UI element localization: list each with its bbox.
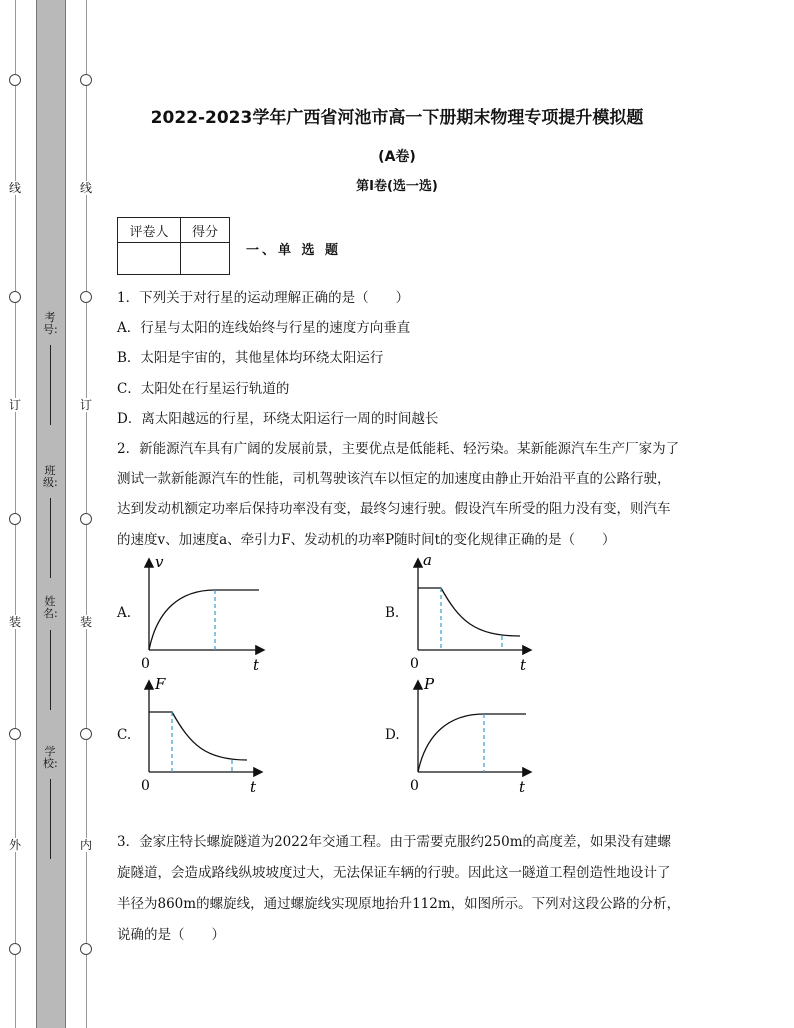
punch-hole-icon — [9, 74, 21, 86]
gutter-char-inner: 内 — [79, 838, 92, 852]
curve — [418, 714, 526, 772]
graph-a-label: A. — [117, 605, 132, 621]
question-3-stem-line: 半径为860m的螺旋线，通过螺旋线实现原地抬升112m，如图所示。下列对这段公路的分析， — [117, 896, 681, 912]
binding-gutter-bar — [36, 0, 66, 1028]
question-1-option-d: D．离太阳越远的行星，环绕太阳运行一周的时间越长 — [117, 411, 439, 427]
question-1-stem: 1．下列关于对行星的运动理解正确的是（ ） — [117, 290, 410, 306]
origin-label: 0 — [410, 778, 419, 794]
punch-hole-icon — [80, 728, 92, 740]
punch-hole-icon — [9, 513, 21, 525]
score-header: 得分 — [181, 218, 230, 243]
gutter-char-inner: 线 — [79, 181, 92, 195]
gutter-char-outer: 外 — [8, 838, 21, 852]
graph-d-label: D. — [385, 727, 400, 743]
punch-hole-icon — [9, 728, 21, 740]
y-axis-label: F — [155, 675, 166, 693]
curve — [418, 588, 520, 636]
curve — [149, 590, 259, 650]
grader-header: 评卷人 — [118, 218, 181, 243]
volume-heading: 第I卷(选一选) — [356, 179, 438, 194]
question-2-stem-line: 的速度v、加速度a、牵引力F、发动机的功率P随时间t的变化规律正确的是（ ） — [117, 532, 616, 548]
score-table — [117, 217, 230, 275]
punch-hole-icon — [9, 291, 21, 303]
class-field[interactable] — [50, 498, 51, 578]
origin-label: 0 — [410, 656, 419, 672]
x-axis-label: t — [253, 656, 260, 674]
gutter-char-outer: 装 — [8, 615, 21, 629]
x-axis-label: t — [519, 778, 526, 796]
gutter-char-inner: 订 — [79, 398, 92, 412]
graph-a-velocity-time — [135, 550, 275, 675]
graph-b-label: B. — [385, 605, 400, 621]
name-field[interactable] — [50, 630, 51, 710]
question-3-stem-line: 3．金家庄特长螺旋隧道为2022年交通工程。由于需要克服约250m的高度差，如果没有建螺 — [117, 834, 672, 850]
score-cell[interactable] — [181, 243, 230, 275]
name-label: 姓名: — [43, 595, 58, 620]
question-2-stem-line: 达到发动机额定功率后保持功率没有变，最终匀速行驶。假设汽车所受的阻力没有变，则汽车 — [117, 501, 671, 517]
punch-hole-icon — [9, 943, 21, 955]
graph-c-label: C. — [117, 727, 132, 743]
origin-label: 0 — [141, 778, 150, 794]
page-title: 2022-2023学年广西省河池市高一下册期末物理专项提升模拟题 — [150, 108, 644, 128]
question-2-stem-line: 2．新能源汽车具有广阔的发展前景，主要优点是低能耗、轻污染。某新能源汽车生产厂家为了 — [117, 441, 680, 457]
school-label: 学校: — [43, 745, 58, 770]
graph-d-power-time — [404, 672, 544, 797]
graph-b-acceleration-time — [404, 550, 544, 675]
class-label: 班级: — [43, 464, 58, 489]
curve — [149, 712, 247, 760]
y-axis-label: P — [424, 675, 435, 693]
grader-cell[interactable] — [118, 243, 181, 275]
x-axis-label: t — [520, 656, 527, 674]
exam-number-label: 考号: — [43, 311, 58, 336]
question-3-stem-line: 说确的是（ ） — [117, 927, 225, 943]
punch-hole-icon — [80, 513, 92, 525]
origin-label: 0 — [141, 656, 150, 672]
graph-c-force-time — [135, 672, 275, 797]
question-1-option-b: B．太阳是宇宙的，其他星体均环绕太阳运行 — [117, 350, 384, 366]
punch-hole-icon — [80, 291, 92, 303]
y-axis-label: v — [155, 553, 164, 571]
gutter-char-outer: 线 — [8, 181, 21, 195]
exam-number-field[interactable] — [50, 345, 51, 425]
question-2-stem-line: 测试一款新能源汽车的性能，司机驾驶该汽车以恒定的加速度由静止开始沿平直的公路行驶， — [117, 471, 671, 487]
punch-hole-icon — [80, 74, 92, 86]
question-1-option-a: A．行星与太阳的连线始终与行星的速度方向垂直 — [117, 320, 411, 336]
question-3-stem-line: 旋隧道，会造成路线纵坡坡度过大，无法保证车辆的行驶。因此这一隧道工程创造性地设计了 — [117, 865, 671, 881]
punch-hole-icon — [80, 943, 92, 955]
school-field[interactable] — [50, 779, 51, 859]
x-axis-label: t — [250, 778, 257, 796]
y-axis-label: a — [423, 551, 432, 569]
gutter-char-inner: 装 — [79, 615, 92, 629]
question-1-option-c: C．太阳处在行星运行轨道的 — [117, 381, 290, 397]
gutter-char-outer: 订 — [8, 398, 21, 412]
section-title: 一、单 选 题 — [246, 243, 342, 258]
page-subtitle: (A卷) — [378, 149, 416, 165]
